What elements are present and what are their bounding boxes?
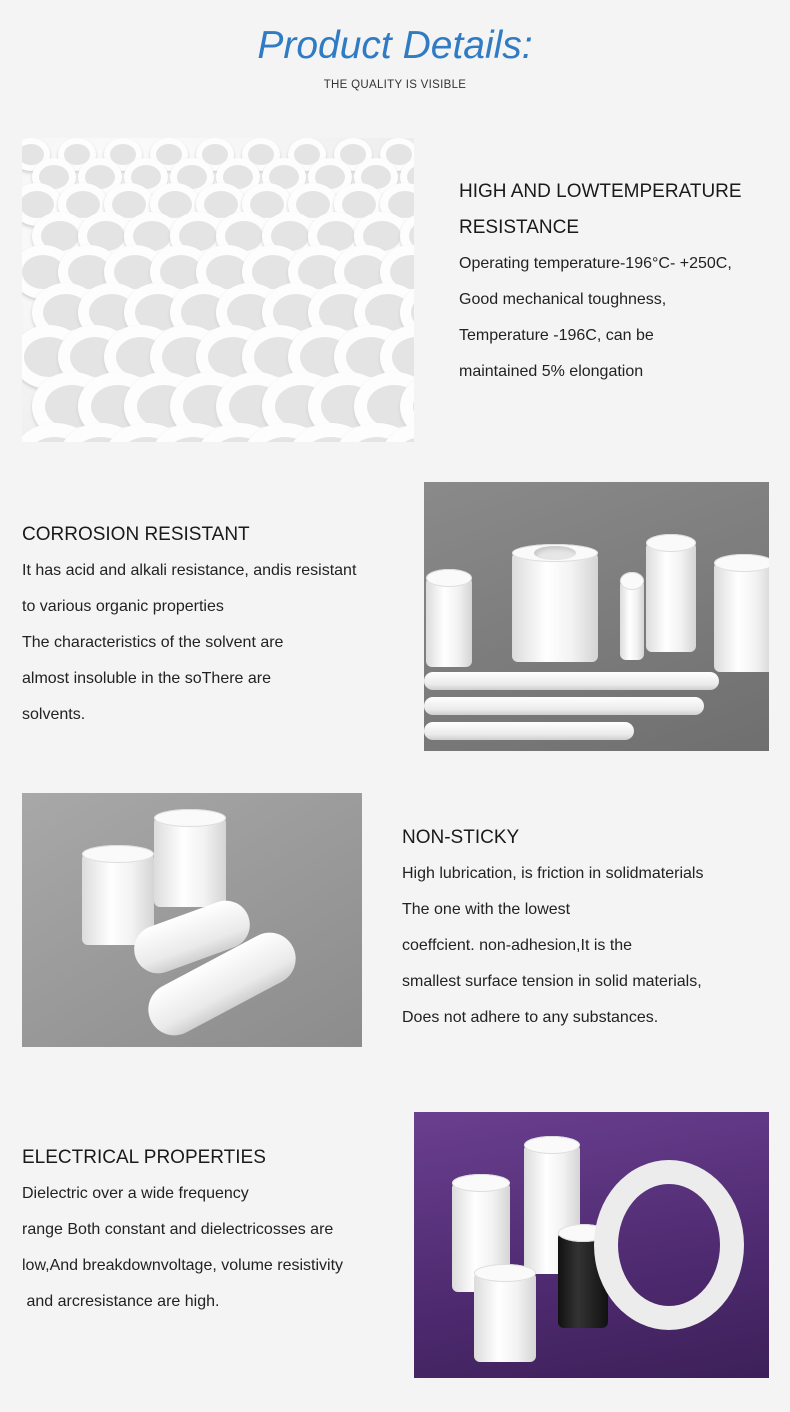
section-body-line: maintained 5% elongation — [459, 363, 644, 380]
section-body-line: smallest surface tension in solid materials, — [402, 973, 702, 990]
section-body-line: Temperature -196C, can be — [459, 327, 654, 344]
section-body-line: Operating temperature-196°C- +250C, — [459, 255, 732, 272]
section-body-line: solvents. — [22, 706, 86, 723]
section-body-line: Does not adhere to any substances. — [402, 1009, 659, 1026]
section-body-line: The one with the lowest — [402, 901, 571, 918]
ptfe-sleeves-image — [22, 793, 362, 1047]
section-body-line: and arcresistance are high. — [22, 1293, 220, 1310]
section-body-line: range Both constant and dielectricosses are — [22, 1221, 334, 1238]
ptfe-parts-on-purple-cloth-image — [414, 1112, 769, 1378]
section-body-line: low,And breakdownvoltage, volume resistivity — [22, 1257, 344, 1274]
section-heading: RESISTANCE — [459, 217, 580, 238]
section-body-line: to various organic properties — [22, 598, 224, 615]
section-body-line: High lubrication, is friction in solidmaterials — [402, 865, 704, 882]
ptfe-tubes-rods-image — [424, 482, 769, 751]
section-temperature — [459, 174, 742, 390]
section-heading: ELECTRICAL PROPERTIES — [22, 1147, 266, 1168]
section-body-line: coeffcient. non-adhesion,It is the — [402, 937, 633, 954]
section-body-line: almost insoluble in the soThere are — [22, 670, 272, 687]
section-body-line: Dielectric over a wide frequency — [22, 1185, 249, 1202]
section-non-sticky — [402, 820, 703, 1036]
ptfe-tubes-stack-image — [22, 138, 414, 442]
section-electrical — [22, 1140, 343, 1320]
page-title: Product Details: — [257, 24, 533, 67]
section-body-line: It has acid and alkali resistance, andis resistant — [22, 562, 357, 579]
section-body-line: Good mechanical toughness, — [459, 291, 667, 308]
page-subtitle: THE QUALITY IS VISIBLE — [323, 79, 467, 91]
section-heading: CORROSION RESISTANT — [22, 524, 250, 545]
section-corrosion — [22, 517, 356, 733]
section-body-line: The characteristics of the solvent are — [22, 634, 284, 651]
section-heading: NON-STICKY — [402, 827, 520, 848]
section-heading: HIGH AND LOWTEMPERATURE — [459, 181, 742, 202]
